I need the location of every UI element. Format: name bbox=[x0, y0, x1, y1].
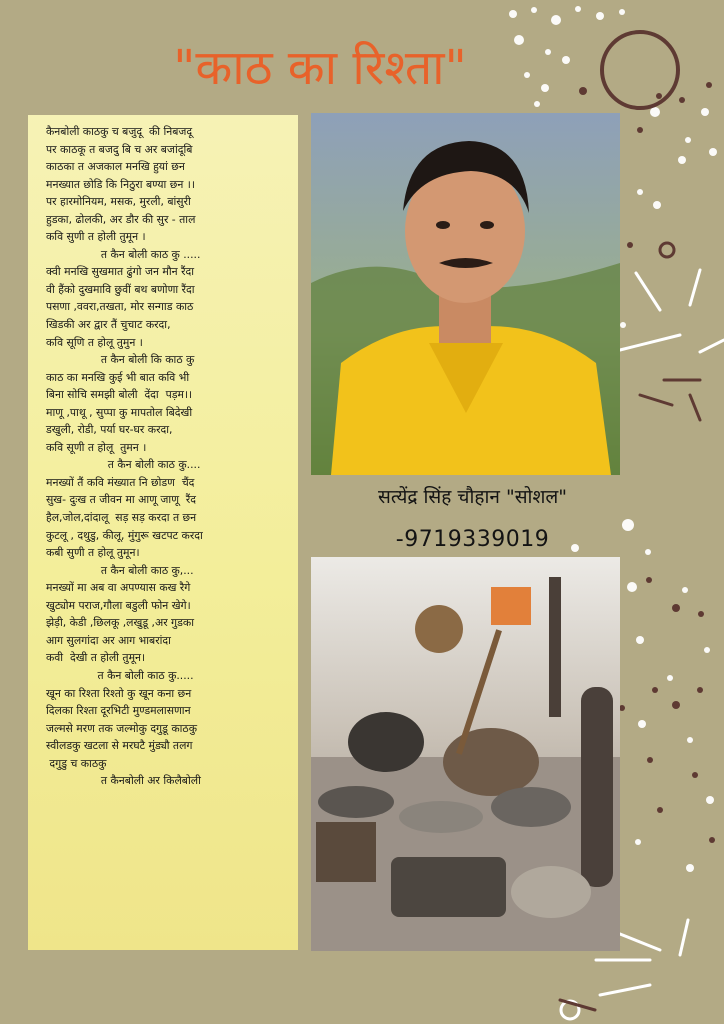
utensils-illustration bbox=[311, 557, 620, 951]
poem-line: सुख- दुःख त जीवन मा आणू जाणू रैंद bbox=[46, 493, 197, 507]
poem-line: पर हारमोनियम, मसक, मुरली, बांसुरी bbox=[46, 195, 191, 209]
poem-line: माणू ,पाथू , सुप्पा कु मापतोल बिदेखी bbox=[46, 405, 193, 419]
portrait-illustration bbox=[311, 113, 620, 475]
poem-line: त कैन बोली काठ कु ..... bbox=[46, 247, 201, 261]
poem-line: कुटलू , दथुडु, कीलू, मुंगुरू खटपट करदा bbox=[46, 528, 203, 542]
poem-line: पसणा ,ववरा,तखता, मोर सन्गाड काठ bbox=[46, 300, 194, 314]
poem-line: कवि सुणी त होली तुमून । bbox=[46, 230, 146, 244]
poem-line: कवी देखी त होली तुमून। bbox=[46, 651, 146, 665]
poem-line: स्वीलडकु खटला से मरघटै मुंड्यौ तलग bbox=[46, 739, 193, 753]
poem-line: कबी सुणी त होलू तुमून। bbox=[46, 546, 140, 560]
poem-line: दगुडु च काठकु bbox=[46, 756, 107, 770]
poem-line: बिना सोचि समझी बोली देंदा पड़म।। bbox=[46, 388, 193, 402]
poem-panel bbox=[28, 115, 298, 950]
poem-line: मनख्यात छोडि कि निठुरा बण्या छन ।। bbox=[46, 177, 195, 191]
poem-line: क्वी मनखि सुखमात ढुंगो जन मौन रैंदा bbox=[46, 265, 195, 279]
page-title: "काठ का रिश्ता" bbox=[173, 40, 467, 96]
wooden-utensils-photo bbox=[311, 557, 620, 951]
poem-line: खुट्योम पराज,गौला बडुली फोन खेगे। bbox=[46, 598, 191, 612]
poem-line: त कैनबोली अर किलैबोली bbox=[46, 774, 201, 788]
poem-line: कैनबोली काठकु च बजुदू की निबजदू bbox=[46, 125, 193, 138]
poem-line: मनख्यों मा अब वा अपण्यास कख रैगे bbox=[46, 581, 191, 595]
poem-line: कवि सूणि त होलू तुमुन । bbox=[46, 335, 143, 349]
poem-line: हैल,जोल,दांदालू सड़ सड़ करदा त छन bbox=[46, 511, 197, 525]
poem-line: काठका त अजकाल मनखि हुयां छन bbox=[46, 160, 185, 174]
poem-line: डखुली, रोडी, पर्या घर-घर करदा, bbox=[46, 423, 173, 437]
poem-line: त कैन बोली काठ कु,... bbox=[46, 563, 194, 577]
poem-line: त कैन बोली काठ कु..... bbox=[46, 668, 194, 682]
poet-portrait-photo bbox=[311, 113, 620, 475]
poem-line: आग सुलगांदा अर आग भाबरांदा bbox=[46, 633, 171, 647]
phone-number: -9719339019 bbox=[395, 527, 550, 552]
poet-name: सत्येंद्र सिंह चौहान "सोशल" bbox=[377, 486, 568, 508]
poem-line: पर काठकू त बजदु बि च अर बजांदूबि bbox=[46, 142, 193, 156]
poem-line: त कैन बोली काठ कु.... bbox=[46, 458, 201, 472]
poem-line: खिडकी अर द्वार तैं चुचाट करदा, bbox=[46, 318, 171, 332]
poem-line: मनख्यों तैं कवि मंख्यात नि छोडण चैंद bbox=[46, 475, 195, 489]
poem-line: झेड़ी, केडी ,छिलकू ,लखुडू ,अर गुडका bbox=[46, 616, 195, 630]
poem-line: त कैन बोली कि काठ कु bbox=[46, 353, 195, 367]
poem-line: कवि सूणी त होलू तुमन । bbox=[46, 440, 147, 454]
poem-line: काठ का मनखि कुई भी बात कवि भी bbox=[46, 370, 190, 384]
poem-line: जल्मसे मरण तक जल्मोकु दगुडू काठकु bbox=[46, 721, 197, 735]
poem-line: वी हैंको दुखमावि छुवीं बथ बणोणा रैंदा bbox=[46, 282, 195, 296]
poem-line: खून का रिश्ता रिश्तो कु खून कना छन bbox=[46, 686, 192, 700]
poem-line: दिलका रिश्ता दूरभिटी मुण्डमलासणान bbox=[46, 704, 191, 718]
poem-line: हुडका, ढोलकी, अर डौर की सुर - ताल bbox=[46, 212, 196, 226]
